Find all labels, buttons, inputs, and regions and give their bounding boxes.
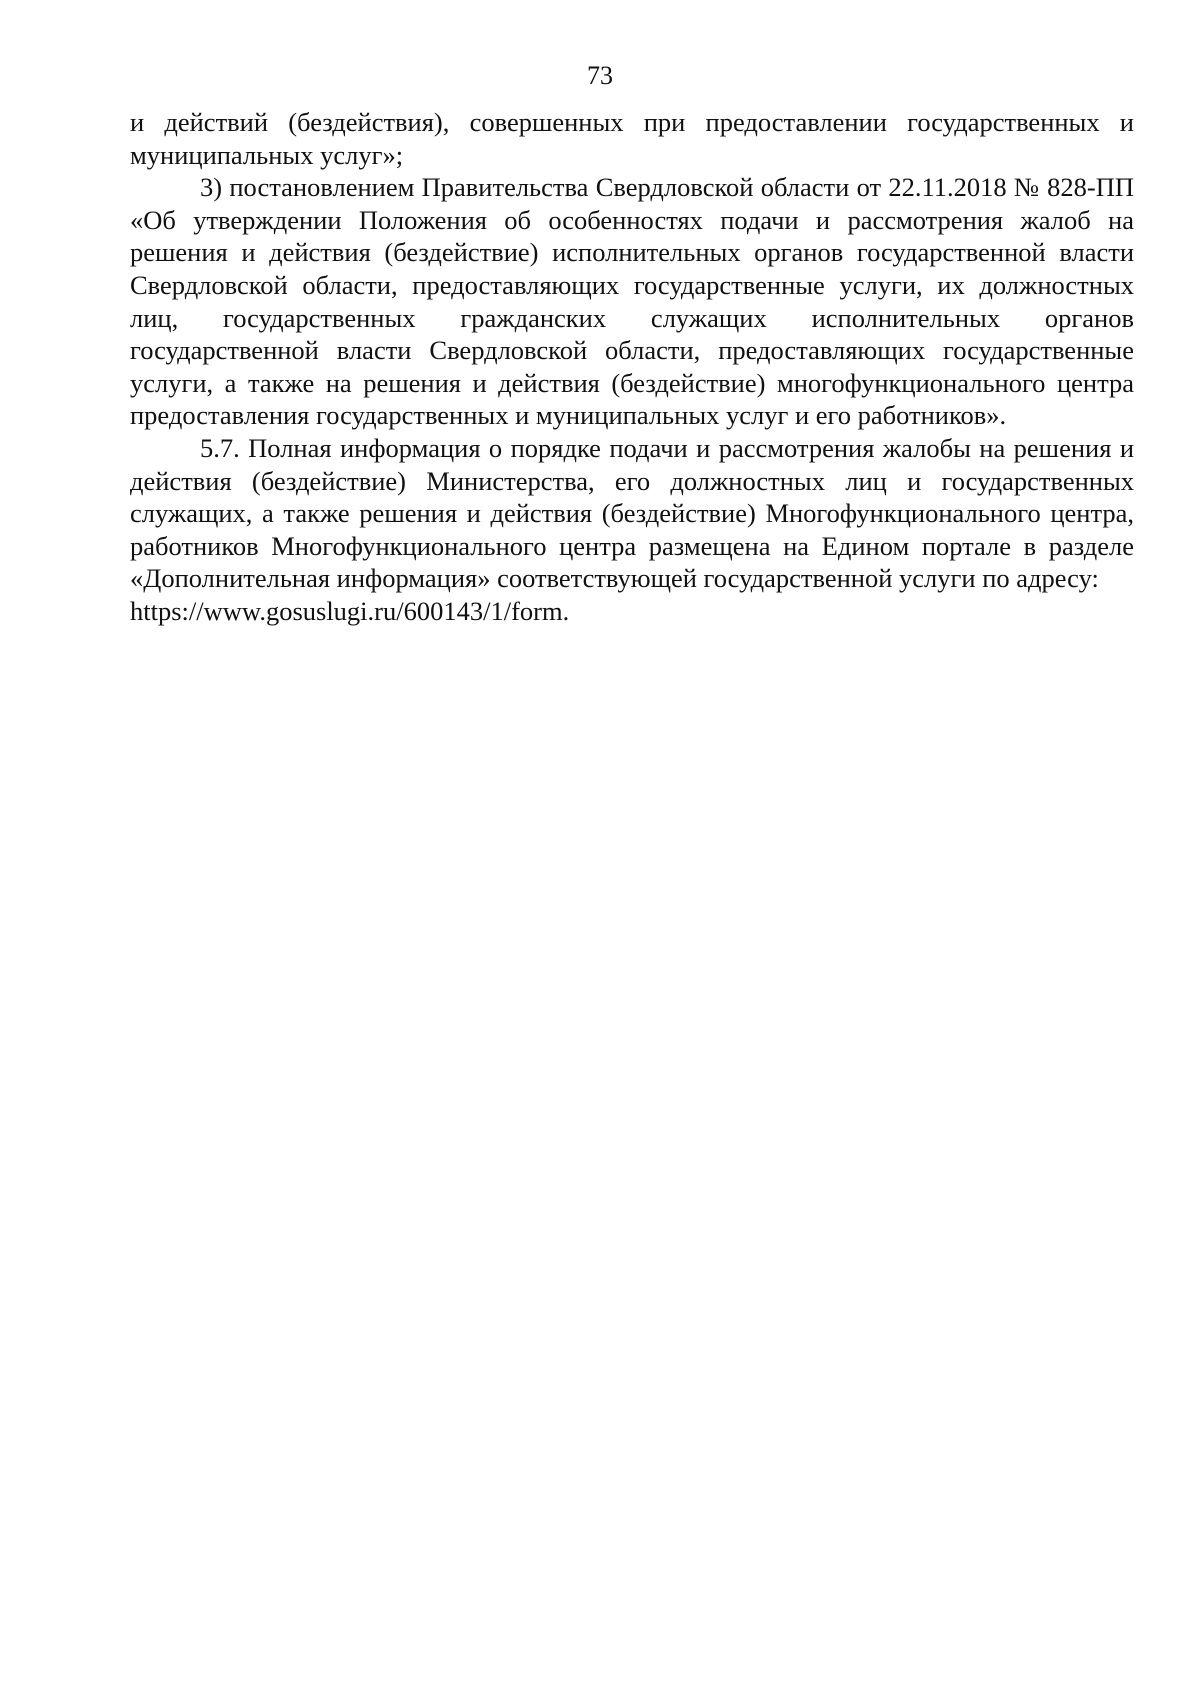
paragraph-continuation: и действий (бездействия), совершенных при предоставлении государственных и муниципальных услуг»; (130, 107, 1134, 170)
portal-url-link[interactable]: https://www.gosuslugi.ru/600143/1/form. (130, 595, 570, 626)
paragraph-5-7: 5.7. Полная информация о порядке подачи и рассмотрения жалобы на решения и действия (бездействие) Министерства, его должностных лиц и государственных служащих, а также решения и действия (бездействие) Многофункционального центра, работников Многофункционального центра размещена на Едином портале в разделе «Дополнительная информация» соответствующей государственной услуги по адресу: (130, 432, 1134, 594)
document-body (130, 106, 1134, 628)
paragraph-item-3: 3) постановлением Правительства Свердловской области от 22.11.2018 № 828-ПП «Об утверждении Положения об особенностях подачи и рассмотрения жалоб на решения и действия (бездействие) исполнительных органов государственной власти Свердловской области, предоставляющих государственные услуги, их должностных лиц, государственных гражданских служащих исполнительных органов государственной власти Свердловской области, предоставляющих государственные услуги, а также на решения и действия (бездействие) многофункционального центра предоставления государственных и муниципальных услуг и его работников». (130, 172, 1134, 431)
page-number: 73 (587, 61, 613, 90)
